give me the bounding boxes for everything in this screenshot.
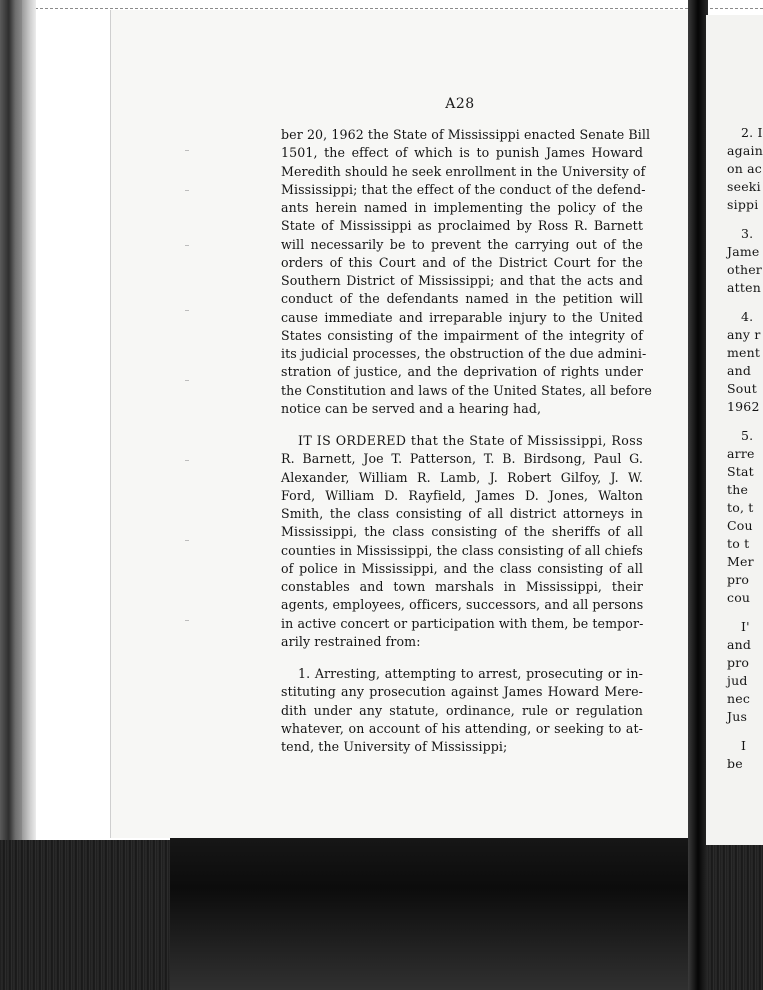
text-line: constables and town marshals in Mississippi, their bbox=[281, 579, 643, 594]
text-line: its judicial processes, the obstruction of the due admini- bbox=[281, 346, 647, 361]
text-line: Meredith should he seek enrollment in the University of bbox=[281, 163, 646, 179]
text-line: Southern District of Mississippi; and that the acts and bbox=[281, 273, 643, 288]
text-line: 1. Arresting, attempting to arrest, prosecuting or in- bbox=[298, 666, 643, 681]
facing-text-fragment: any r bbox=[727, 327, 761, 342]
facing-text-fragment: Mer bbox=[727, 554, 754, 569]
text-line: orders of this Court and of the District Court for the bbox=[281, 254, 643, 270]
facing-text-fragment: cou bbox=[727, 590, 751, 605]
recital-paragraph bbox=[281, 126, 652, 418]
facing-text-fragment: and bbox=[727, 637, 752, 652]
text-line: agents, employees, officers, successors, and all persons bbox=[281, 597, 644, 613]
facing-text-fragment: on ac bbox=[727, 161, 763, 176]
text-line: conduct of the defendants named in the petition will bbox=[281, 291, 643, 307]
facing-text-fragment: atten bbox=[727, 280, 761, 295]
paragraph-gap bbox=[281, 418, 643, 432]
facing-text-fragment: again bbox=[727, 143, 763, 158]
facing-text-fragment: 4. bbox=[741, 309, 754, 324]
facing-text-fragment: pro bbox=[727, 572, 750, 587]
text-line: the Constitution and laws of the United States, all before bbox=[281, 382, 652, 398]
facing-text-fragment: pro bbox=[727, 655, 750, 670]
text-line: whatever, on account of his attending, or seeking to at- bbox=[281, 720, 643, 736]
facing-text-fragment: 5. bbox=[741, 428, 754, 443]
text-line: in active concert or participation with them, be tempor- bbox=[281, 615, 644, 631]
book-gutter bbox=[688, 0, 708, 990]
facing-text-fragment: 1962 bbox=[727, 399, 760, 414]
text-line: tend, the University of Mississippi; bbox=[281, 739, 508, 754]
facing-text-fragment: to t bbox=[727, 536, 750, 551]
text-line: Mississippi; that the effect of the conduct of the defend- bbox=[281, 181, 646, 197]
facing-text-fragment: nec bbox=[727, 691, 751, 706]
facing-text-fragment: arre bbox=[727, 446, 755, 461]
text-line: stituting any prosecution against James Howard Mere- bbox=[281, 684, 643, 700]
scan-top-edge bbox=[0, 0, 763, 9]
text-line: of police in Mississippi, and the class consisting of all bbox=[281, 560, 643, 576]
page-shadow bbox=[170, 820, 700, 990]
facing-text-fragment: sippi bbox=[727, 197, 759, 212]
facing-text-fragment: 2. I bbox=[741, 125, 763, 140]
facing-text-fragment: Cou bbox=[727, 518, 753, 533]
text-line: notice can be served and a hearing had, bbox=[281, 400, 542, 416]
text-line: ants herein named in implementing the policy of the bbox=[281, 200, 643, 215]
facing-text-fragment: 3. bbox=[741, 226, 754, 241]
facing-text-fragment: the bbox=[727, 482, 749, 497]
text-line: State of Mississippi as proclaimed by Ross R. Barnett bbox=[281, 218, 643, 234]
facing-text-fragment: I' bbox=[741, 619, 750, 634]
facing-text-fragment: seeki bbox=[727, 179, 761, 194]
text-line: Alexander, William R. Lamb, J. Robert Gilfoy, J. W. bbox=[281, 469, 643, 485]
facing-text-fragment: I bbox=[741, 738, 747, 753]
order-paragraph bbox=[281, 432, 643, 651]
text-line: R. Barnett, Joe T. Patterson, T. B. Birdsong, Paul G. bbox=[281, 451, 643, 467]
restraint-item-1 bbox=[281, 665, 643, 756]
text-line: stration of justice, and the deprivation of rights under bbox=[281, 364, 643, 380]
facing-text-fragment: Sout bbox=[727, 381, 757, 396]
facing-text-fragment: Jus bbox=[727, 709, 748, 724]
facing-text-fragment: ment bbox=[727, 345, 761, 360]
facing-text-fragment: to, t bbox=[727, 500, 754, 515]
text-line: States consisting of the impairment of the integrity of bbox=[281, 327, 643, 343]
page-body bbox=[281, 126, 652, 756]
facing-text-fragment: Jame bbox=[727, 244, 760, 259]
text-line: IT IS ORDERED that the State of Mississippi, Ross bbox=[298, 433, 643, 448]
facing-page-fragment bbox=[706, 15, 763, 845]
text-line: cause immediate and irreparable injury to the United bbox=[281, 309, 643, 325]
text-line: Mississippi, the class consisting of the sheriffs of all bbox=[281, 524, 643, 540]
facing-text-fragment: other bbox=[727, 262, 762, 277]
text-line: arily restrained from: bbox=[281, 633, 421, 649]
text-line: ber 20, 1962 the State of Mississippi enacted Senate Bill bbox=[281, 127, 651, 142]
facing-text-fragment: be bbox=[727, 756, 743, 771]
page-number: A28 bbox=[445, 96, 475, 112]
text-line: Smith, the class consisting of all district attorneys in bbox=[281, 506, 643, 521]
text-line: Ford, William D. Rayfield, James D. Jones, Walton bbox=[281, 487, 643, 503]
text-line: dith under any statute, ordinance, rule or regulation bbox=[281, 702, 643, 718]
facing-text-fragment: jud bbox=[727, 673, 748, 688]
margin-marks bbox=[185, 150, 195, 650]
text-line: 1501, the effect of which is to punish James Howard bbox=[281, 145, 643, 161]
text-line: counties in Mississippi, the class consisting of all chiefs bbox=[281, 542, 643, 558]
facing-text-fragment: and bbox=[727, 363, 752, 378]
paragraph-gap bbox=[281, 651, 643, 665]
facing-text-fragment: Stat bbox=[727, 464, 754, 479]
text-line: will necessarily be to prevent the carrying out of the bbox=[281, 236, 643, 252]
